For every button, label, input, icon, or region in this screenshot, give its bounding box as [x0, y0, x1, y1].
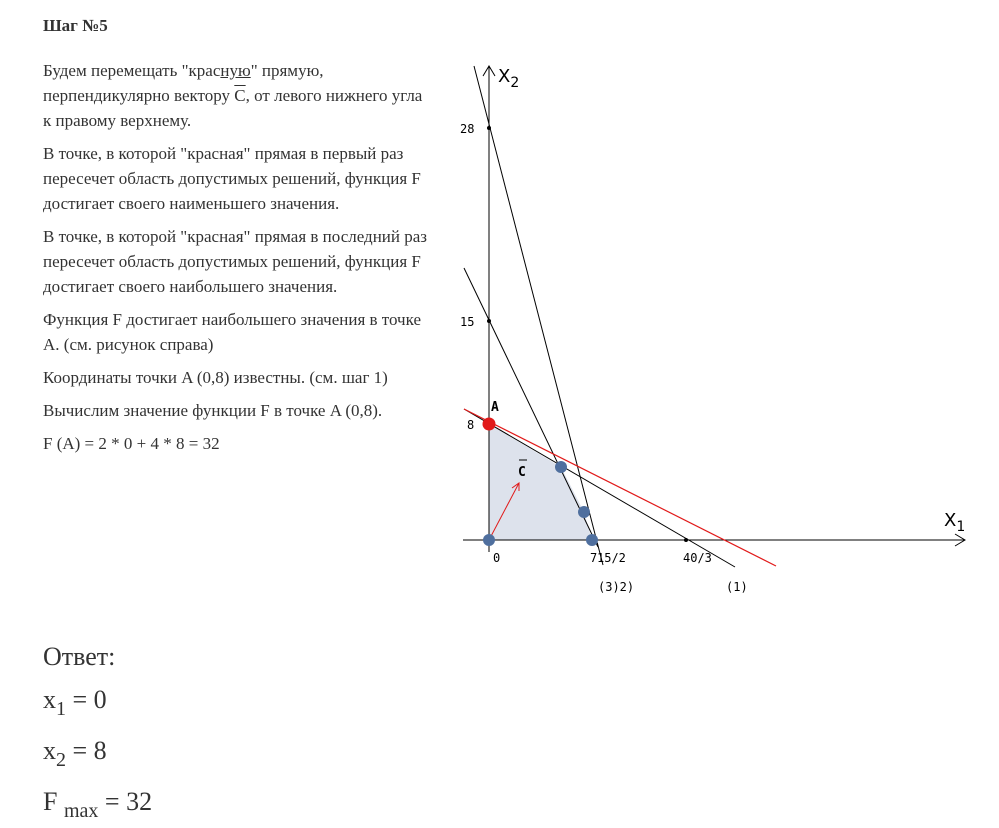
paragraph-coords: Координаты точки A (0,8) известны. (см. шаг 1) — [43, 368, 388, 387]
answer-x1: $x_1 = 0$ — [43, 685, 107, 720]
vector-c-symbol: $\overline{C}$ — [234, 86, 246, 105]
paragraph-min: В точке, в которой "красная" прямая в первый раз пересечет область допустимых решений, функция F достигает своего наименьшего значения. — [43, 144, 421, 213]
x-tick-7: 7 — [590, 551, 598, 565]
answer-fmax: F $_{max}$ = 32 — [43, 787, 153, 822]
step-title: Шаг №5 — [43, 16, 108, 35]
answer-title: Ответ: — [43, 642, 116, 671]
vertex-x-intercept — [586, 534, 598, 546]
paragraph-move-line: Будем перемещать "красную" прямую, перпендикулярно вектору $\overline{C}$, от левого нижнего угла к правому верхнему. — [43, 61, 423, 130]
x-tick-0: 0 — [493, 551, 501, 565]
point-a-label: A — [491, 400, 499, 415]
explanation-text — [43, 58, 433, 464]
line-label-1: (1) — [726, 580, 748, 594]
line-label-3-2: (3)2) — [598, 580, 635, 594]
paragraph-max: В точке, в которой "красная" прямая в последний раз пересечет область допустимых решений, функция F достигает своего наибольшего значения. — [43, 227, 428, 296]
answer-x2: $x_2 = 8$ — [43, 736, 107, 771]
lp-graph — [440, 40, 980, 610]
tick-dot-15 — [487, 319, 491, 323]
paragraph-point-a: Функция F достигает наибольшего значения в точке A. (см. рисунок справа) — [43, 310, 421, 354]
tick-dot-40-3 — [684, 538, 688, 542]
paragraph-result: F (A) = 2 * 0 + 4 * 8 = 32 — [43, 434, 220, 453]
vertex-intersection-1-2 — [555, 461, 567, 473]
paragraph-compute: Вычислим значение функции F в точке A (0,8). — [43, 401, 383, 420]
point-a — [483, 418, 496, 431]
x-tick-15-2: 15/2 — [597, 551, 626, 565]
vector-c-label: C — [518, 465, 526, 480]
x-tick-40-3: 40/3 — [683, 551, 712, 565]
vertex-intersection-2-3 — [578, 506, 590, 518]
y-tick-8: 8 — [467, 418, 475, 432]
y-axis-label: $X_2$ — [498, 66, 520, 91]
tick-dot-28 — [487, 126, 491, 130]
x-axis-label: $X_1$ — [944, 510, 966, 535]
y-tick-28: 28 — [460, 122, 475, 136]
y-tick-15: 15 — [460, 315, 475, 329]
feasible-region — [489, 424, 592, 540]
vertex-origin — [483, 534, 495, 546]
